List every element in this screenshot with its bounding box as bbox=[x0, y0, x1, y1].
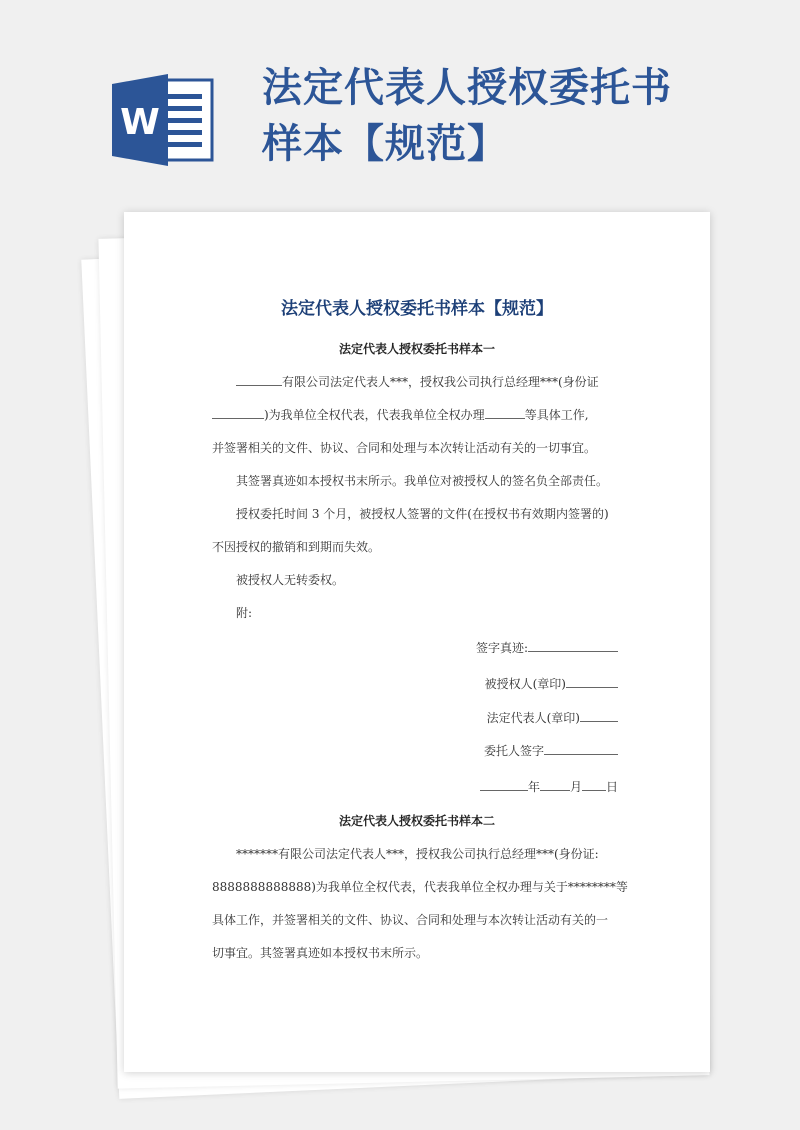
paragraph-line: *******有限公司法定代表人***，授权我公司执行总经理***(身份证: bbox=[236, 847, 599, 861]
sample1-heading: 法定代表人授权委托书样本一 bbox=[338, 342, 495, 356]
document-title: 法定代表人授权委托书样本【规范】 bbox=[281, 299, 553, 319]
paragraph-line: 8888888888888)为我单位全权代表，代表我单位全权办理与关于********等 bbox=[212, 880, 628, 894]
sample1-attachment bbox=[212, 597, 618, 630]
fill-in-blank bbox=[580, 709, 618, 722]
document-page bbox=[124, 212, 710, 1072]
text-run: 有限公司法定代表人***，授权我公司执行总经理***(身份证 bbox=[282, 375, 599, 389]
text-run: )为我单位全权代表，代表我单位全权办理 bbox=[264, 408, 485, 422]
fill-in-blank bbox=[540, 778, 570, 791]
paragraph-line bbox=[212, 399, 618, 432]
fill-in-blank bbox=[236, 373, 282, 386]
header-title bbox=[262, 60, 782, 172]
legal-rep-label: 法定代表人(章印) bbox=[486, 711, 580, 725]
date-line bbox=[480, 778, 618, 795]
sample1-paragraph-3 bbox=[212, 498, 618, 564]
paragraph-line: 授权委托时间 3 个月，被授权人签署的文件(在授权书有效期内签署的) bbox=[236, 507, 609, 521]
header-title-line-1: 法定代表人授权委托书 bbox=[262, 65, 672, 111]
sample1-paragraph-2 bbox=[212, 465, 618, 498]
fill-in-blank bbox=[544, 742, 618, 755]
fill-in-blank bbox=[480, 778, 528, 791]
sample2-heading: 法定代表人授权委托书样本二 bbox=[338, 814, 495, 828]
fill-in-blank bbox=[528, 639, 618, 652]
signature-line bbox=[476, 639, 618, 656]
paragraph-line: 具体工作，并签署相关的文件、协议、合同和处理与本次转让活动有关的一 bbox=[212, 913, 609, 927]
month-label: 月 bbox=[569, 780, 582, 794]
fill-in-blank bbox=[212, 406, 264, 419]
text-run: 等具体工作, bbox=[524, 408, 589, 422]
sample2-paragraph bbox=[212, 838, 628, 970]
signature-label: 签字真迹: bbox=[475, 641, 528, 655]
paragraph-line: 其签署真迹如本授权书末所示。我单位对被授权人的签名负全部责任。 bbox=[236, 474, 609, 488]
header-banner bbox=[0, 0, 800, 200]
header-title-line-2: 样本【规范】 bbox=[262, 121, 508, 167]
paragraph-line: 被授权人无转委权。 bbox=[236, 573, 345, 587]
paragraph-line bbox=[212, 366, 618, 399]
fill-in-blank bbox=[582, 778, 606, 791]
grantee-line bbox=[485, 675, 618, 692]
paragraph-line: 不因授权的撤销和到期而失效。 bbox=[212, 540, 381, 554]
fill-in-blank bbox=[485, 406, 525, 419]
svg-text:W: W bbox=[120, 102, 160, 143]
paragraph-line: 切事宜。其签署真迹如本授权书末所示。 bbox=[212, 946, 429, 960]
principal-label: 委托人签字 bbox=[483, 744, 544, 758]
sample1-paragraph-4 bbox=[212, 564, 618, 597]
paragraph-line: 并签署相关的文件、协议、合同和处理与本次转让活动有关的一切事宜。 bbox=[212, 441, 597, 455]
word-icon bbox=[112, 74, 216, 166]
year-label: 年 bbox=[527, 780, 540, 794]
day-label: 日 bbox=[605, 780, 618, 794]
principal-line bbox=[484, 742, 618, 759]
fill-in-blank bbox=[566, 675, 618, 688]
legal-rep-line bbox=[487, 709, 618, 726]
grantee-label: 被授权人(章印) bbox=[484, 677, 566, 691]
sample1-paragraph-1 bbox=[212, 366, 618, 465]
paragraph-line: 附: bbox=[236, 606, 253, 620]
